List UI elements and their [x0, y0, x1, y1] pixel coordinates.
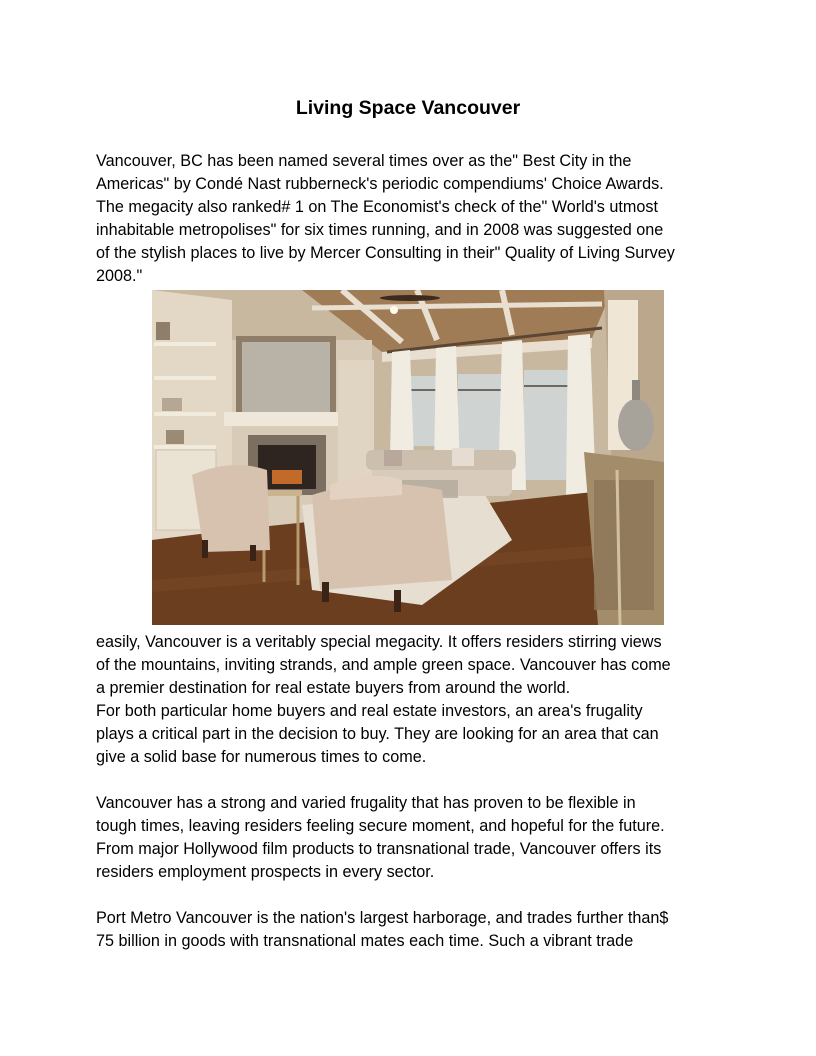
text-line: For both particular home buyers and real estate investors, an area's frugality	[96, 702, 643, 720]
text-line: From major Hollywood film products to transnational trade, Vancouver offers its	[96, 840, 662, 858]
text-line: 2008."	[96, 267, 143, 285]
text-line: 75 billion in goods with transnational mates each time. Such a vibrant trade	[96, 932, 634, 950]
text-line: residers employment prospects in every sector.	[96, 863, 435, 881]
document-title: Living Space Vancouver	[295, 97, 521, 119]
text-line: Americas" by Condé Nast rubberneck's periodic compendiums' Choice Awards.	[96, 175, 664, 193]
text-line: inhabitable metropolises" for six times running, and in 2008 was suggested one	[96, 221, 664, 239]
paragraph-port	[96, 907, 736, 953]
text-line: a premier destination for real estate buyers from around the world.	[96, 679, 571, 697]
living-room-photo	[152, 290, 664, 625]
text-line: of the mountains, inviting strands, and ample green space. Vancouver has come	[96, 656, 671, 674]
text-line: plays a critical part in the decision to buy. They are looking for an area that can	[96, 725, 659, 743]
text-line: of the stylish places to live by Mercer Consulting in their" Quality of Living Survey	[96, 244, 675, 262]
text-line: give a solid base for numerous times to come.	[96, 748, 427, 766]
text-line: tough times, leaving residers feeling secure moment, and hopeful for the future.	[96, 817, 665, 835]
text-line: Vancouver, BC has been named several times over as the" Best City in the	[96, 152, 632, 170]
text-line: Port Metro Vancouver is the nation's largest harborage, and trades further than$	[96, 909, 669, 927]
text-line: Vancouver has a strong and varied frugality that has proven to be flexible in	[96, 794, 636, 812]
paragraph-economy	[96, 792, 736, 884]
text-line: The megacity also ranked# 1 on The Economist's check of the" World's utmost	[96, 198, 658, 216]
paragraph-intro	[96, 150, 736, 288]
paragraph-city	[96, 631, 736, 769]
text-line: easily, Vancouver is a veritably special megacity. It offers residers stirring views	[96, 633, 662, 651]
